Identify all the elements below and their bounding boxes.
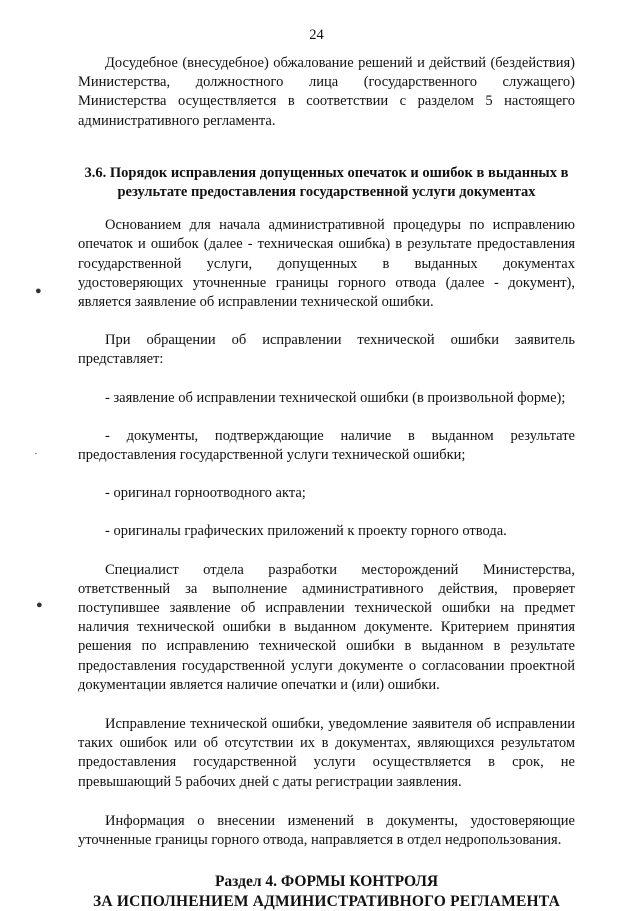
section-heading-4-line1: Раздел 4. ФОРМЫ КОНТРОЛЯ: [214, 873, 439, 891]
list-item-application: - заявление об исправлении технической ошибки (в произвольной форме);: [105, 389, 566, 406]
document-body: [78, 54, 575, 911]
paragraph-basis: Основанием для начала административной процедуры по исправлению опечаток и ошибок (далее - техническая ошибка) в результате предоставления государственной услуги, допущенных в выданных документах удостоверяющих уточненные границы горного отвода (далее - документ), является заявление об исправлении технической ошибки.: [78, 217, 575, 311]
paragraph-specialist: Специалист отдела разработки месторождений Министерства, ответственный за выполнение административного действия, проверяет поступившее заявление об исправлении технической ошибки на предмет наличия технической ошибки в выданном документе. Критерием принятия решения по исправлению технической ошибки в выданном в результате предоставления государственной услуги документе о согласовании проектной документации является наличие опечатки и (или) ошибки.: [78, 561, 575, 693]
scan-mark: ●: [35, 285, 42, 297]
section-heading-3-6: 3.6. Порядок исправления допущенных опечаток и ошибок в выданных в результате предоставления государственной услуги документах: [84, 164, 569, 201]
paragraph-applicant-submits: При обращении об исправлении технической ошибки заявитель представляет:: [78, 332, 575, 368]
scan-mark: ●: [36, 599, 43, 611]
paragraph-information: Информация о внесении изменений в документы, удостоверяющие уточненные границы горного отвода, направляется в отдел недропользования.: [78, 812, 575, 849]
paragraph-correction: Исправление технической ошибки, уведомление заявителя об исправлении таких ошибок или об отсутствии их в документах, являющихся результатом предоставления государственной услуги осуществляется в срок, не превышающий 5 рабочих дней с даты регистрации заявления.: [78, 716, 575, 790]
paragraph-pretrial-appeal: Досудебное (внесудебное) обжалование решений и действий (бездействия) Министерства, должностного лица (государственного служащего) Министерства осуществляется в соответствии с разделом 5 настоящего административного регламента.: [78, 55, 575, 129]
list-item-original-graphics: - оригиналы графических приложений к проекту горного отвода.: [105, 523, 507, 540]
scan-mark: ·: [34, 448, 38, 460]
section-heading-4: [78, 872, 575, 911]
section-heading-4-line2: ЗА ИСПОЛНЕНИЕМ АДМИНИСТРАТИВНОГО РЕГЛАМЕНТА: [93, 892, 560, 910]
page-number: 24: [309, 27, 324, 43]
list-item-original-act: - оригинал горноотводного акта;: [105, 485, 306, 502]
list-item-documents: - документы, подтверждающие наличие в выданном результате предоставления государственной услуги технической ошибки;: [78, 427, 575, 464]
